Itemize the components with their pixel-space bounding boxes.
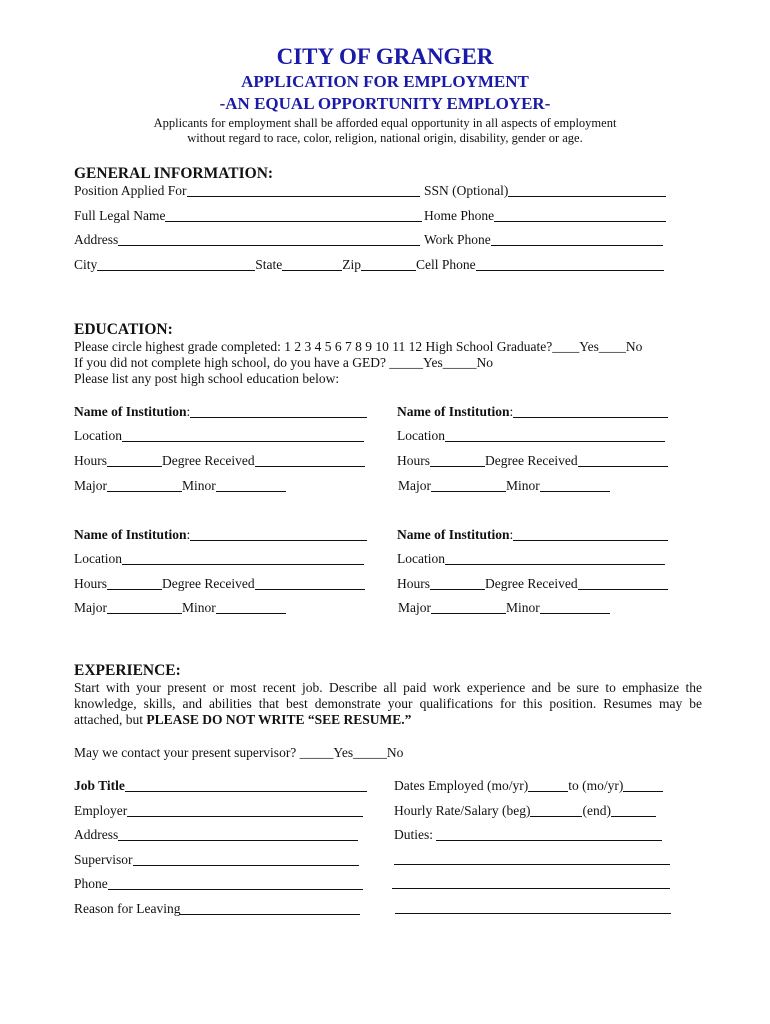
duties-line-4[interactable] bbox=[395, 901, 671, 914]
major-minor-4-field[interactable] bbox=[398, 600, 610, 616]
form-subtitle: APPLICATION FOR EMPLOYMENT bbox=[241, 72, 529, 91]
job-address-field[interactable] bbox=[74, 827, 358, 843]
location-3-field[interactable] bbox=[74, 551, 364, 567]
grade-completed-line: Please circle highest grade completed: 1 2 3 4 5 6 7 8 9 10 11 12 High School Graduate?____Yes____No bbox=[74, 339, 643, 354]
ssn-label: SSN (Optional) bbox=[424, 183, 509, 198]
job-title-line[interactable] bbox=[125, 779, 367, 792]
legal-name-line[interactable] bbox=[165, 209, 422, 222]
degree-line[interactable] bbox=[578, 577, 668, 590]
state-line[interactable] bbox=[282, 258, 342, 271]
job-address-label: Address bbox=[74, 827, 119, 842]
dates-to-line[interactable] bbox=[623, 779, 663, 792]
job-phone-line[interactable] bbox=[108, 877, 363, 890]
hours-line[interactable] bbox=[107, 577, 162, 590]
hours-label: Hours bbox=[397, 453, 430, 468]
degree-label: Degree Received bbox=[162, 576, 255, 591]
job-phone-label: Phone bbox=[74, 876, 108, 891]
location-4-field[interactable] bbox=[397, 551, 665, 567]
institution-line[interactable] bbox=[190, 405, 367, 418]
location-label: Location bbox=[397, 428, 445, 443]
rate-beg-line[interactable] bbox=[530, 804, 582, 817]
experience-instructions-text: Start with your present or most recent job. Describe all paid work experience and be sure to emphasize the knowledge, skills, and abilities that best demonstrate your qualifications for this position. Resumes may be attached, but bbox=[74, 680, 702, 727]
major-label: Major bbox=[74, 600, 107, 615]
work-phone-field[interactable] bbox=[424, 232, 663, 248]
rate-end-line[interactable] bbox=[611, 804, 656, 817]
home-phone-line[interactable] bbox=[494, 209, 666, 222]
degree-line[interactable] bbox=[255, 577, 365, 590]
rate-field[interactable] bbox=[394, 803, 656, 819]
dates-employed-label: Dates Employed (mo/yr) bbox=[394, 778, 529, 793]
state-label: State bbox=[255, 257, 283, 272]
institution-label: Name of Institution bbox=[74, 404, 187, 419]
location-line[interactable] bbox=[445, 552, 665, 565]
position-line[interactable] bbox=[187, 184, 420, 197]
major-line[interactable] bbox=[431, 601, 506, 614]
work-phone-line[interactable] bbox=[491, 233, 663, 246]
city-line[interactable] bbox=[97, 258, 255, 271]
ssn-field[interactable] bbox=[424, 183, 666, 199]
experience-heading: EXPERIENCE: bbox=[74, 662, 181, 679]
zip-label: Zip bbox=[342, 257, 362, 272]
location-label: Location bbox=[74, 551, 122, 566]
major-minor-3-field[interactable] bbox=[74, 600, 286, 616]
institution-label: Name of Institution bbox=[74, 527, 187, 542]
location-2-field[interactable] bbox=[397, 428, 665, 444]
notice-line-2: without regard to race, color, religion, national origin, disability, gender or age. bbox=[187, 131, 583, 145]
duties-line-3[interactable] bbox=[392, 876, 670, 889]
major-line[interactable] bbox=[431, 479, 506, 492]
institution-label: Name of Institution bbox=[397, 404, 510, 419]
institution-3-field[interactable] bbox=[74, 527, 367, 543]
hours-label: Hours bbox=[74, 453, 107, 468]
colon: : bbox=[509, 404, 514, 419]
institution-2-field[interactable] bbox=[397, 404, 668, 420]
address-label: Address bbox=[74, 232, 119, 247]
major-label: Major bbox=[74, 478, 107, 493]
post-hs-instruction: Please list any post high school education below: bbox=[74, 371, 340, 386]
degree-label: Degree Received bbox=[485, 453, 578, 468]
legal-name-label: Full Legal Name bbox=[74, 208, 166, 223]
hours-degree-1-field[interactable] bbox=[74, 453, 365, 469]
hours-line[interactable] bbox=[430, 577, 485, 590]
job-title-field[interactable] bbox=[74, 778, 367, 794]
duties-line-1[interactable] bbox=[436, 828, 662, 841]
duties-line-2-field[interactable] bbox=[394, 852, 670, 867]
minor-label: Minor bbox=[506, 478, 540, 493]
ged-line: If you did not complete high school, do you have a GED? _____Yes_____No bbox=[74, 355, 493, 370]
hours-degree-4-field[interactable] bbox=[397, 576, 668, 592]
degree-label: Degree Received bbox=[485, 576, 578, 591]
institution-4-field[interactable] bbox=[397, 527, 668, 543]
legal-name-field[interactable] bbox=[74, 208, 422, 224]
dates-from-line[interactable] bbox=[528, 779, 568, 792]
cell-phone-label: Cell Phone bbox=[416, 257, 476, 272]
minor-line[interactable] bbox=[540, 601, 610, 614]
reason-leaving-field[interactable] bbox=[74, 901, 360, 917]
colon: : bbox=[509, 527, 514, 542]
eoe-notice bbox=[0, 116, 770, 146]
colon: : bbox=[186, 404, 191, 419]
job-address-line[interactable] bbox=[118, 828, 358, 841]
degree-line[interactable] bbox=[255, 454, 365, 467]
notice-line-1: Applicants for employment shall be afforded equal opportunity in all aspects of employment bbox=[153, 116, 617, 130]
general-info-heading: GENERAL INFORMATION: bbox=[74, 165, 274, 182]
minor-label: Minor bbox=[182, 600, 216, 615]
supervisor-line[interactable] bbox=[133, 853, 359, 866]
degree-label: Degree Received bbox=[162, 453, 255, 468]
dates-employed-field[interactable] bbox=[394, 778, 663, 794]
location-line[interactable] bbox=[445, 429, 665, 442]
degree-line[interactable] bbox=[578, 454, 668, 467]
position-label: Position Applied For bbox=[74, 183, 187, 198]
duties-line-2[interactable] bbox=[394, 852, 670, 865]
ssn-line[interactable] bbox=[508, 184, 666, 197]
major-label: Major bbox=[398, 600, 431, 615]
major-line[interactable] bbox=[107, 479, 182, 492]
job-title-label: Job Title bbox=[74, 778, 125, 793]
institution-line[interactable] bbox=[513, 528, 668, 541]
hours-degree-2-field[interactable] bbox=[397, 453, 668, 469]
job-phone-field[interactable] bbox=[74, 876, 363, 892]
institution-1-field[interactable] bbox=[74, 404, 367, 420]
rate-label: Hourly Rate/Salary (beg) bbox=[394, 803, 531, 818]
home-phone-label: Home Phone bbox=[424, 208, 495, 223]
employer-label: Employer bbox=[74, 803, 128, 818]
education-heading: EDUCATION: bbox=[74, 321, 173, 338]
duties-label: Duties: bbox=[394, 827, 437, 842]
location-line[interactable] bbox=[122, 552, 364, 565]
city-state-zip-field[interactable] bbox=[74, 257, 664, 273]
minor-line[interactable] bbox=[540, 479, 610, 492]
to-label: to (mo/yr) bbox=[568, 778, 624, 793]
institution-line[interactable] bbox=[513, 405, 668, 418]
major-label: Major bbox=[398, 478, 431, 493]
supervisor-field[interactable] bbox=[74, 852, 359, 868]
hours-label: Hours bbox=[397, 576, 430, 591]
no-resume-warning: PLEASE DO NOT WRITE “SEE RESUME.” bbox=[146, 712, 412, 727]
reason-leaving-label: Reason for Leaving bbox=[74, 901, 181, 916]
supervisor-label: Supervisor bbox=[74, 852, 133, 867]
home-phone-field[interactable] bbox=[424, 208, 666, 224]
city-label: City bbox=[74, 257, 98, 272]
employer-field[interactable] bbox=[74, 803, 363, 819]
minor-label: Minor bbox=[182, 478, 216, 493]
location-label: Location bbox=[397, 551, 445, 566]
hours-label: Hours bbox=[74, 576, 107, 591]
address-line[interactable] bbox=[118, 233, 420, 246]
major-minor-1-field[interactable] bbox=[74, 478, 286, 494]
institution-line[interactable] bbox=[190, 528, 367, 541]
experience-instructions bbox=[74, 680, 702, 728]
position-field[interactable] bbox=[74, 183, 420, 199]
hours-line[interactable] bbox=[107, 454, 162, 467]
duties-line-3-field[interactable] bbox=[392, 876, 670, 891]
employer-line[interactable] bbox=[127, 804, 363, 817]
work-phone-label: Work Phone bbox=[424, 232, 491, 247]
form-title: CITY OF GRANGER bbox=[276, 44, 494, 69]
end-label: (end) bbox=[582, 803, 611, 818]
cell-phone-line[interactable] bbox=[476, 258, 664, 271]
reason-leaving-line[interactable] bbox=[180, 902, 360, 915]
minor-label: Minor bbox=[506, 600, 540, 615]
hours-line[interactable] bbox=[430, 454, 485, 467]
duties-field[interactable] bbox=[394, 827, 662, 843]
major-minor-2-field[interactable] bbox=[398, 478, 610, 494]
colon: : bbox=[186, 527, 191, 542]
zip-line[interactable] bbox=[361, 258, 416, 271]
location-label: Location bbox=[74, 428, 122, 443]
hours-degree-3-field[interactable] bbox=[74, 576, 365, 592]
major-line[interactable] bbox=[107, 601, 182, 614]
minor-line[interactable] bbox=[216, 601, 286, 614]
location-1-field[interactable] bbox=[74, 428, 364, 444]
location-line[interactable] bbox=[122, 429, 364, 442]
minor-line[interactable] bbox=[216, 479, 286, 492]
contact-supervisor-question: May we contact your present supervisor? _____Yes_____No bbox=[74, 745, 404, 760]
duties-line-4-field[interactable] bbox=[395, 901, 671, 916]
address-field[interactable] bbox=[74, 232, 420, 248]
institution-label: Name of Institution bbox=[397, 527, 510, 542]
eoe-tagline: -AN EQUAL OPPORTUNITY EMPLOYER- bbox=[219, 94, 551, 113]
